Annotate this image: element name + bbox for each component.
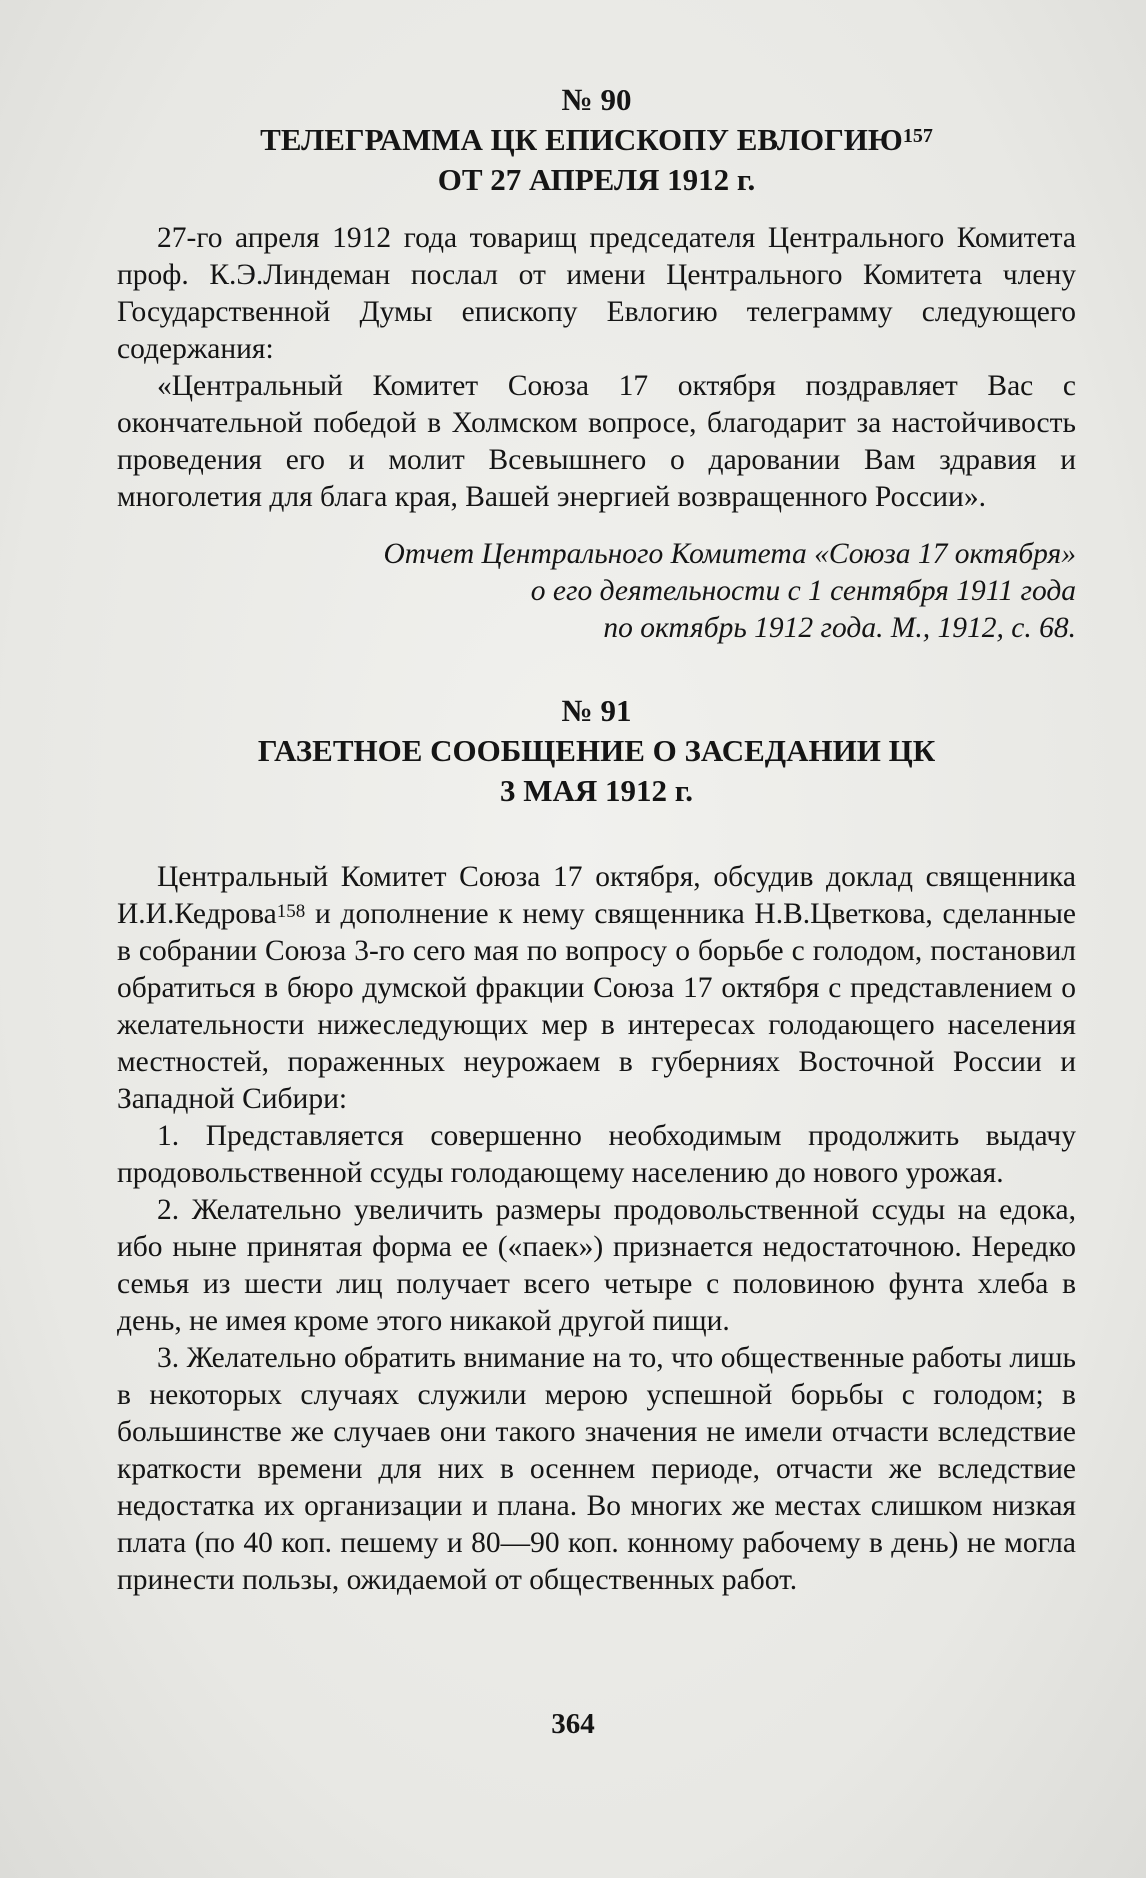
document-91-item-3: 3. Желательно обратить внимание на то, что общественные работы лишь в некоторых случаях служили мерою успешной борьбы с голодом; в большинстве же случаев они такого значения не имели отчасти вследствие краткости времени для них в осеннем периоде, отчасти же вследствие недостатка их организации и плана. Во многих же местах слишком низкая плата (по 40 коп. пешему и 80—90 коп. конному рабочему в день) не могла принести пользы, ожидаемой от общественных работ.	[117, 1342, 1076, 1596]
document-90-paragraph-2: «Центральный Комитет Союза 17 октября поздравляет Вас с окончательной победой в Холмском вопросе, благодарит за настойчивость проведения его и молит Всевышнего о даровании Вам здравия и многолетия для блага края, Вашей энергией возвращенного России».	[117, 370, 1076, 513]
footnote-ref-157: 157	[902, 125, 933, 147]
document-90-title	[117, 120, 1076, 200]
source-line-3: по октябрь 1912 года. М., 1912, с. 68.	[603, 612, 1076, 644]
intro-text-part-1: Центральный Комитет Союза 17 октября, обсудив доклад священника И.И.Кедрова	[117, 861, 1076, 930]
document-90-number: № 90	[561, 82, 632, 117]
document-91-item-2: 2. Желательно увеличить размеры продовольственной ссуды на едока, ибо ныне принятая форма ее («паек») признается недостаточною. Нередко семья из шести лиц получает всего четыре с половиною фунта хлеба в день, не имея кроме этого никакой другой пищи.	[117, 1194, 1076, 1337]
page-number: 364	[551, 1708, 595, 1740]
intro-text-part-2: и дополнение к нему священника Н.В.Цветкова, сделанные в собрании Союза 3-го сего мая по вопросу о борьбе с голодом, постановил обратиться в бюро думской фракции Союза 17 октября с представлением о желательности нижеследующих мер в интересах голодающего населения местностей, пораженных неурожаем в губерниях Восточной России и Западной Сибири:	[117, 898, 1076, 1115]
document-91-title	[117, 731, 1076, 811]
source-line-2: о его деятельности с 1 сентября 1911 года	[530, 575, 1076, 607]
document-90-title-line1: ТЕЛЕГРАММА ЦК ЕПИСКОПУ ЕВЛОГИЮ	[260, 122, 903, 157]
footnote-ref-158: 158	[276, 901, 306, 922]
document-90-title-line2: ОТ 27 АПРЕЛЯ 1912 г.	[437, 162, 756, 197]
document-90-paragraph-1: 27-го апреля 1912 года товарищ председателя Центрального Комитета проф. К.Э.Линдеман послал от имени Центрального Комитета члену Государственной Думы епископу Евлогию телеграмму следующего содержания:	[117, 222, 1076, 365]
document-91-item-1: 1. Представляется совершенно необходимым продолжить выдачу продовольственной ссуды голодающему населению до нового урожая.	[117, 1120, 1076, 1189]
document-91-title-line2: 3 МАЯ 1912 г.	[499, 773, 694, 808]
document-91-number: № 91	[561, 693, 632, 728]
document-91-intro	[117, 859, 1076, 1118]
source-line-1: Отчет Центрального Комитета «Союза 17 октября»	[383, 538, 1076, 570]
document-90-source	[117, 536, 1076, 647]
document-91-title-line1: ГАЗЕТНОЕ СООБЩЕНИЕ О ЗАСЕДАНИИ ЦК	[257, 733, 936, 768]
